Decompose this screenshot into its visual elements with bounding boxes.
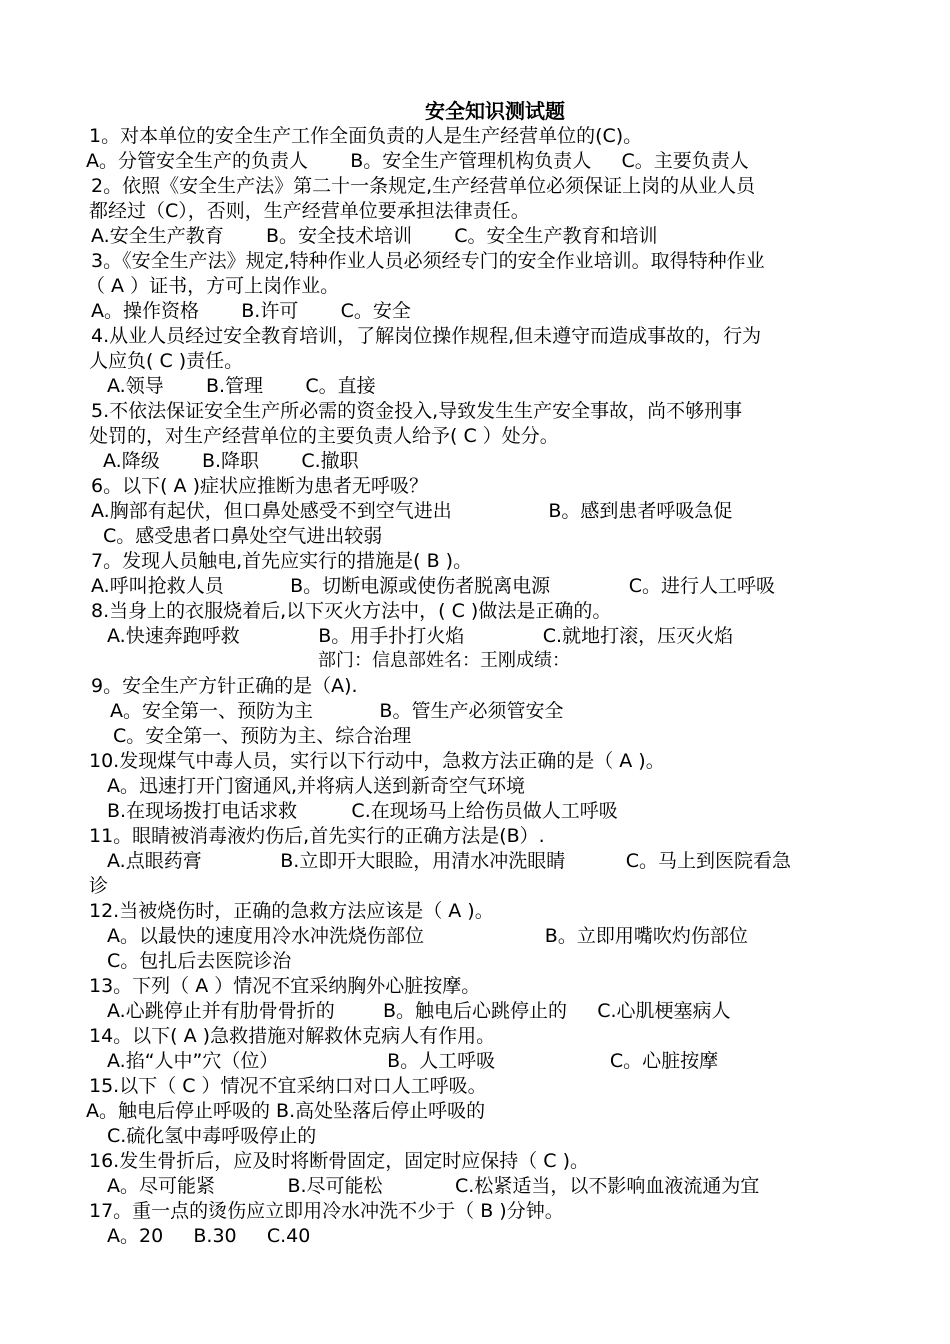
question-3-options: A。操作资格 B.许可 C。安全 [91, 300, 411, 322]
question-10-options-cont: B.在现场拨打电话求救 C.在现场马上给伤员做人工呼吸 [107, 800, 618, 822]
question-15-options: A。触电后停止呼吸的 B.高处坠落后停止呼吸的 [86, 1100, 486, 1122]
question-14-options: A.掐“人中”穴（位） B。人工呼吸 C。心脏按摩 [107, 1050, 719, 1072]
question-6-options: A.胸部有起伏，但口鼻处感受不到空气进出 B。感到患者呼吸急促 [91, 500, 733, 522]
question-1: 1。对本单位的安全生产工作全面负责的人是生产经营单位的(C)。 [89, 125, 643, 147]
question-2-cont: 都经过（C），否则，生产经营单位要承担法律责任。 [89, 200, 530, 222]
question-7: 7。发现人员触电,首先应实行的措施是( B )。 [91, 550, 473, 572]
question-11-options: A.点眼药膏 B.立即开大眼睑，用清水冲洗眼睛 C。马上到医院看急 [107, 850, 791, 872]
question-5: 5.不依法保证安全生产所必需的资金投入,导致发生生产安全事故，尚不够刑事 [91, 400, 743, 422]
question-6-options-cont: C。感受患者口鼻处空气进出较弱 [103, 525, 383, 547]
question-5-cont: 处罚的，对生产经营单位的主要负责人给予( C ）处分。 [89, 425, 559, 447]
question-12-options: A。以最快的速度用冷水冲洗烧伤部位 B。立即用嘴吹灼伤部位 [107, 925, 748, 947]
question-16: 16.发生骨折后，应及时将断骨固定，固定时应保持（ C )。 [89, 1150, 589, 1172]
question-9-options: A。安全第一、预防为主 B。管生产必须管安全 [110, 700, 564, 722]
question-9: 9。安全生产方针正确的是（A). [91, 675, 358, 697]
question-13-options: A.心跳停止并有肋骨骨折的 B。触电后心跳停止的 C.心肌梗塞病人 [107, 1000, 731, 1022]
question-7-options: A.呼叫抢救人员 B。切断电源或使伤者脱离电源 C。进行人工呼吸 [91, 575, 775, 597]
question-10: 10.发现煤气中毒人员，实行以下行动中，急救方法正确的是（ A )。 [89, 750, 665, 772]
question-10-options: A。迅速打开门窗通风,并将病人送到新奇空气环境 [107, 775, 526, 797]
question-3: 3。《安全生产法》规定,特种作业人员必须经专门的安全作业培训。取得特种作业 [91, 250, 765, 272]
question-16-options: A。尽可能紧 B.尽可能松 C.松紧适当，以不影响血液流通为宜 [107, 1175, 760, 1197]
question-12: 12.当被烧伤时，正确的急救方法应该是（ A )。 [89, 900, 494, 922]
question-3-cont: （ A ）证书，方可上岗作业。 [86, 275, 340, 297]
question-15: 15.以下（ C ）情况不宜采纳口对口人工呼吸。 [89, 1075, 487, 1097]
question-2: 2。依照《安全生产法》第二十一条规定,生产经营单位必须保证上岗的从业人员 [91, 175, 756, 197]
question-17: 17。重一点的烫伤应立即用冷水冲洗不少于（ B )分钟。 [89, 1200, 564, 1222]
question-12-options-cont: C。包扎后去医院诊治 [107, 950, 292, 972]
question-11-options-cont: 诊 [89, 875, 109, 897]
question-2-options: A.安全生产教育 B。安全技术培训 C。安全生产教育和培训 [91, 225, 658, 247]
question-8: 8.当身上的衣服烧着后,以下灭火方法中，( C )做法是正确的。 [91, 600, 612, 622]
respondent-info: 部门：信息部姓名：王刚成绩： [318, 650, 570, 671]
question-14: 14。以下( A )急救措施对解救休克病人有作用。 [89, 1025, 496, 1047]
question-5-options: A.降级 B.降职 C.撤职 [103, 450, 359, 472]
question-11: 11。眼睛被消毒液灼伤后,首先实行的正确方法是(B）. [89, 825, 545, 847]
question-4: 4.从业人员经过安全教育培训，了解岗位操作规程,但未遵守而造成事故的，行为 [91, 325, 762, 347]
question-4-cont: 人应负( C )责任。 [89, 350, 244, 372]
question-6: 6。以下( A )症状应推断为患者无呼吸？ [91, 475, 428, 497]
question-9-options-cont: C。安全第一、预防为主、综合治理 [113, 725, 412, 747]
question-13: 13。下列（ A ）情况不宜采纳胸外心脏按摩。 [89, 975, 481, 997]
question-17-options: A。20 B.30 C.40 [107, 1225, 311, 1247]
question-1-options: A。分管安全生产的负责人 B。安全生产管理机构负责人 C。主要负责人 [86, 150, 749, 172]
question-8-options: A.快速奔跑呼救 B。用手扑打火焰 C.就地打滚，压灭火焰 [107, 625, 734, 647]
page-title: 安全知识测试题 [425, 99, 565, 123]
question-15-options-cont: C.硫化氢中毒呼吸停止的 [107, 1125, 317, 1147]
question-4-options: A.领导 B.管理 C。直接 [107, 375, 376, 397]
